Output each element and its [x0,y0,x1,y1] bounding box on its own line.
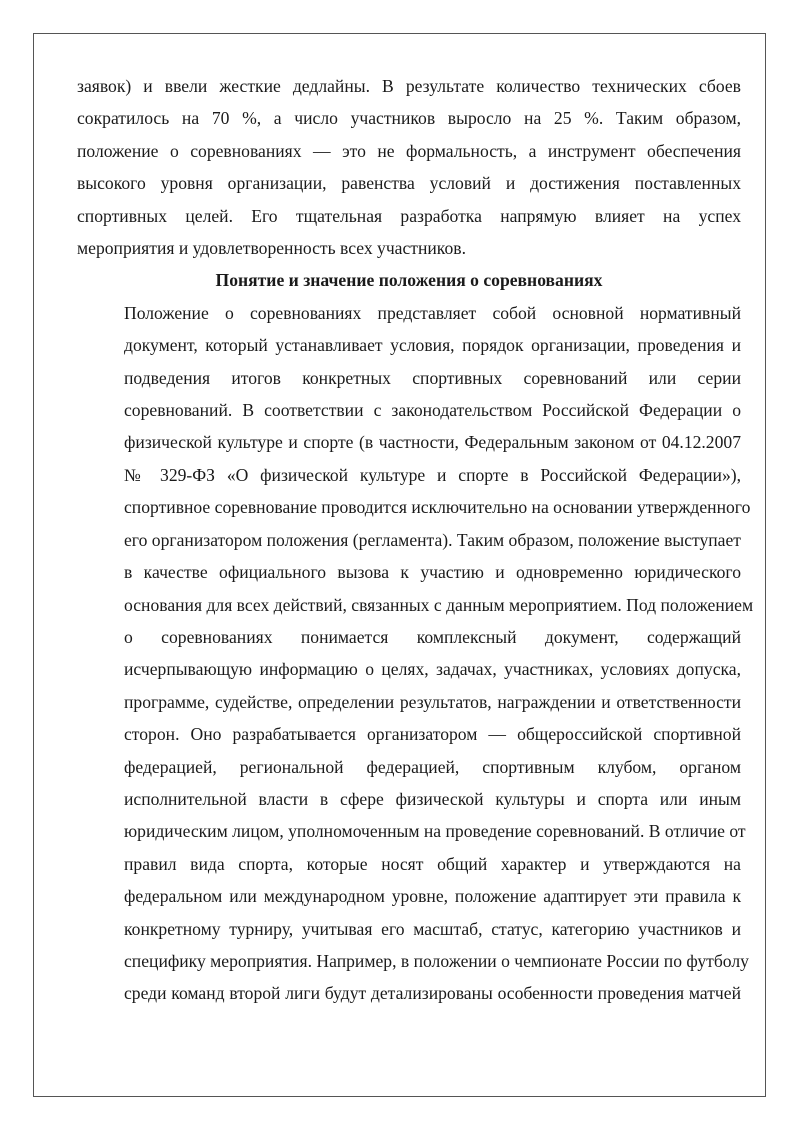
text-line: подведения итогов конкретных спортивных соревнований или серии [124,367,741,388]
text-line: основания для всех действий, связанных с данным мероприятием. Под положением [124,594,754,615]
text-line: в качестве официального вызова к участию и одновременно юридического [124,562,741,583]
paragraph-definition [77,297,754,1010]
text-line: спортивных целей. Его тщательная разработка напрямую влияет на успех [77,205,741,226]
section-heading: Понятие и значение положения о соревнованиях [215,270,603,291]
text-line: заявок) и ввели жесткие дедлайны. В результате количество технических сбоев [77,76,741,96]
text-line: исполнительной власти в сфере физической культуры и спорта или иным [124,788,741,809]
text-line: мероприятия и удовлетворенность всех участников. [77,238,466,259]
text-line: соревнований. В соответствии с законодательством Российской Федерации о [124,400,741,421]
paragraph-continuation [77,70,741,264]
text-line: его организатором положения (регламента). Таким образом, положение выступает [124,529,741,550]
text-line: исчерпывающую информацию о целях, задачах, участниках, условиях допуска, [124,659,741,680]
text-line: конкретному турниру, учитывая его масштаб, статус, категорию участников и [124,918,741,939]
text-line: федерацией, региональной федерацией, спортивным клубом, органом [124,756,741,777]
text-line: правил вида спорта, которые носят общий характер и утверждаются на [124,853,741,874]
text-line: сократилось на 70 %, а число участников выросло на 25 %. Таким образом, [77,108,741,129]
text-line: Положение о соревнованиях представляет собой основной нормативный [124,302,741,323]
text-line: юридическим лицом, уполномоченным на проведение соревнований. В отличие от [124,821,746,842]
text-line: положение о соревнованиях — это не формальность, а инструмент обеспечения [77,140,741,161]
text-line: № 329-ФЗ «О физической культуре и спорте в Российской Федерации»), [124,464,741,485]
text-line: сторон. Оно разрабатывается организатором — общероссийской спортивной [124,724,741,745]
text-line: высокого уровня организации, равенства условий и достижения поставленных [77,173,741,194]
text-line: федеральном или международном уровне, положение адаптирует эти правила к [124,886,741,907]
text-line: программе, судействе, определении результатов, награждении и ответственности [124,691,741,712]
text-line: документ, который устанавливает условия, порядок организации, проведения и [124,335,741,356]
text-line: спортивное соревнование проводится исключительно на основании утвержденного [124,497,751,518]
text-line: физической культуре и спорте (в частности, Федеральным законом от 04.12.2007 [124,432,741,453]
text-line: о соревнованиях понимается комплексный документ, содержащий [124,626,741,647]
text-line: среди команд второй лиги будут детализированы особенности проведения матчей [124,983,741,1004]
text-line: специфику мероприятия. Например, в положении о чемпионате России по футболу [124,950,749,971]
document-body [77,70,754,1010]
